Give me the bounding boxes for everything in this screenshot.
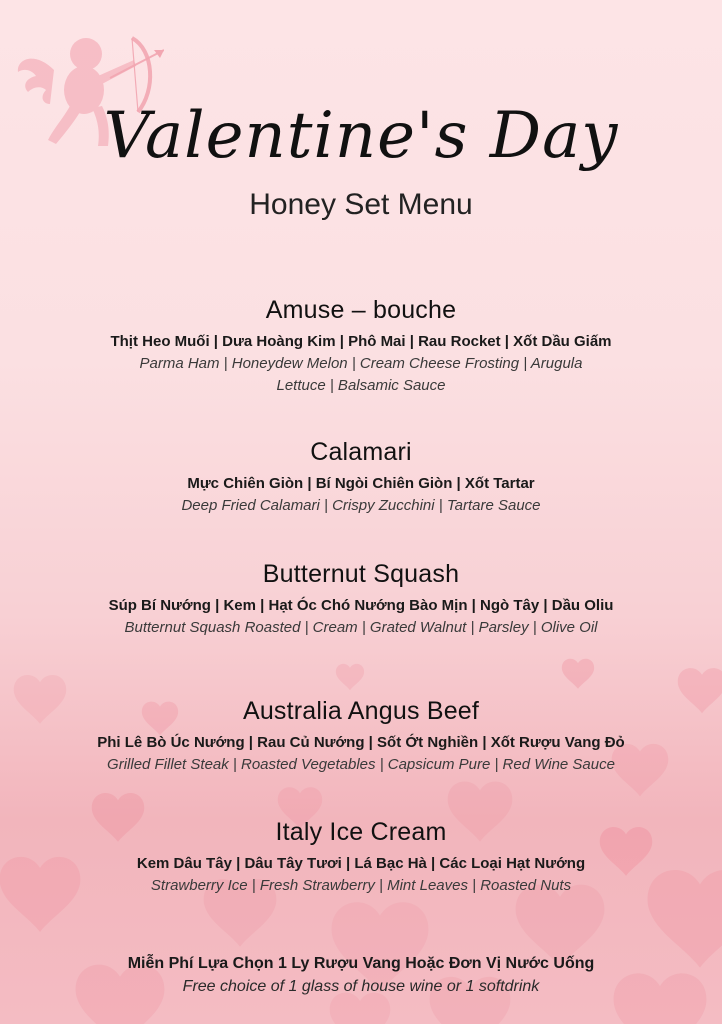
course-amuse-bouche xyxy=(0,296,722,397)
course-english-items: Deep Fried Calamari | Crispy Zucchini | Tartare Sauce xyxy=(181,497,541,514)
course-english-items: Parma Ham | Honeydew Melon | Cream Cheese Frosting | Arugula Lettuce | Balsamic Sauce xyxy=(139,355,583,394)
course-vietnamese-items: Súp Bí Nướng | Kem | Hạt Óc Chó Nướng Bào Mịn | Ngò Tây | Dầu Oliu xyxy=(108,597,614,614)
course-angus-beef xyxy=(0,697,722,776)
course-english-items: Grilled Fillet Steak | Roasted Vegetables | Capsicum Pure | Red Wine Sauce xyxy=(107,756,615,773)
menu-footer xyxy=(0,952,722,998)
footer-english-note: Free choice of 1 glass of house wine or 1 softdrink xyxy=(182,978,540,995)
course-vietnamese-items: Mực Chiên Giòn | Bí Ngòi Chiên Giòn | Xốt Tartar xyxy=(187,475,535,492)
course-butternut-squash xyxy=(0,560,722,639)
course-english-items: Strawberry Ice | Fresh Strawberry | Mint Leaves | Roasted Nuts xyxy=(150,877,572,894)
course-english-items: Butternut Squash Roasted | Cream | Grated Walnut | Parsley | Olive Oil xyxy=(124,619,598,636)
course-vietnamese-items: Phi Lê Bò Úc Nướng | Rau Củ Nướng | Sốt Ớt Nghiền | Xốt Rượu Vang Đỏ xyxy=(97,734,625,751)
course-vietnamese-items: Thịt Heo Muối | Dưa Hoàng Kim | Phô Mai | Rau Rocket | Xốt Dầu Giấm xyxy=(110,333,612,350)
course-title: Amuse – bouche xyxy=(265,296,457,324)
course-title: Italy Ice Cream xyxy=(275,818,447,846)
course-ice-cream xyxy=(0,818,722,897)
course-vietnamese-items: Kem Dâu Tây | Dâu Tây Tươi | Lá Bạc Hà | Các Loại Hạt Nướng xyxy=(136,855,586,872)
course-calamari xyxy=(0,438,722,517)
footer-vietnamese-note: Miễn Phí Lựa Chọn 1 Ly Rượu Vang Hoặc Đơn Vị Nước Uống xyxy=(127,955,595,972)
course-title: Australia Angus Beef xyxy=(242,697,480,725)
course-title: Butternut Squash xyxy=(262,560,460,588)
menu-subtitle: Honey Set Menu xyxy=(249,188,473,221)
menu-title: Valentine's Day xyxy=(103,99,619,173)
course-title: Calamari xyxy=(310,438,412,466)
